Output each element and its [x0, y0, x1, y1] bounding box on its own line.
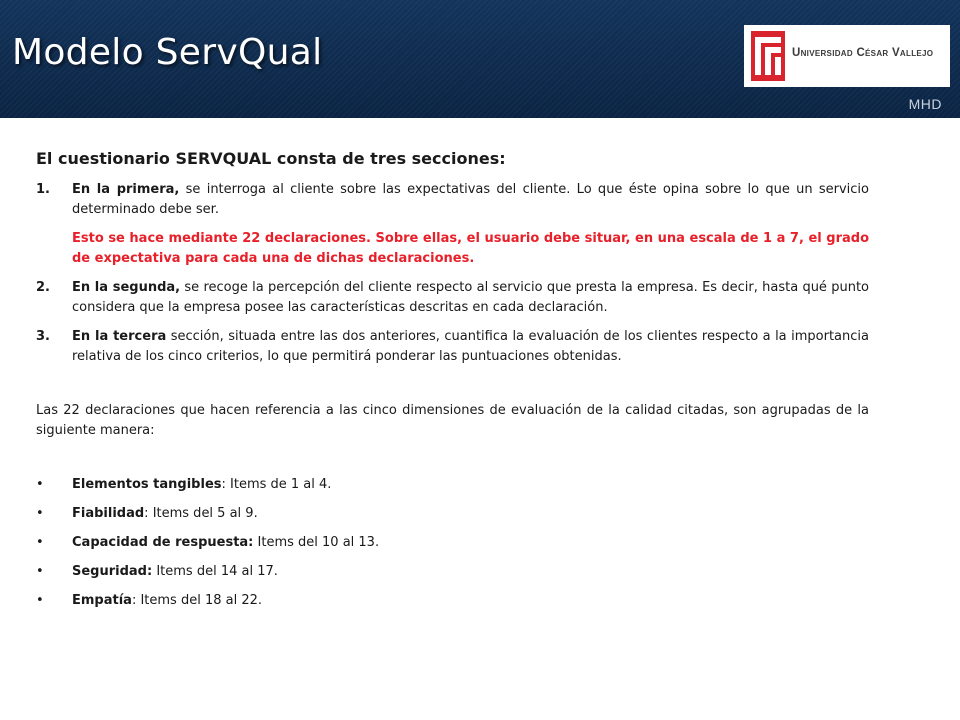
- author-initials: MHD: [908, 96, 942, 112]
- section-lead: En la tercera: [72, 329, 167, 344]
- section-text: se recoge la percepción del cliente respecto al servicio que presta la empresa. Es decir, hasta qué punto considera que la empresa posee las características descritas en cada declaración.: [72, 280, 869, 315]
- section-text: se interroga al cliente sobre las expectativas del cliente. Lo que éste opina sobre lo que un servicio determinado debe ser.: [72, 182, 869, 217]
- list-item: • Empatía: Items del 18 al 22.: [36, 591, 869, 611]
- university-name: Universidad César Vallejo: [792, 47, 934, 59]
- section-item-3: [36, 327, 869, 367]
- dimension-label: Seguridad:: [72, 564, 153, 579]
- grouping-paragraph: Las 22 declaraciones que hacen referencia a las cinco dimensiones de evaluación de la calidad citadas, son agrupadas de la siguiente manera:: [36, 403, 869, 438]
- bullet-icon: •: [36, 506, 44, 521]
- highlight-note: Esto se hace mediante 22 declaraciones. Sobre ellas, el usuario debe situar, en una escala de 1 a 7, el grado de expectativa para cada una de dichas declaraciones.: [72, 231, 869, 266]
- dimension-items: Items del 5 al 9.: [152, 506, 258, 521]
- university-shield-icon: [751, 31, 785, 81]
- list-item: • Fiabilidad: Items del 5 al 9.: [36, 504, 869, 524]
- dimension-items: Items del 18 al 22.: [140, 593, 263, 608]
- bullet-icon: •: [36, 593, 44, 608]
- content-heading: El cuestionario SERVQUAL consta de tres secciones:: [36, 149, 506, 168]
- section-number: 1.: [36, 182, 50, 197]
- section-number: 3.: [36, 329, 50, 344]
- section-item-1: [36, 180, 869, 220]
- dimension-items: Items de 1 al 4.: [230, 477, 332, 492]
- dimensions-list: [36, 475, 869, 611]
- list-item: [36, 533, 869, 553]
- section-number: 2.: [36, 280, 50, 295]
- dimension-items: Items del 14 al 17.: [156, 564, 278, 579]
- section-lead: En la segunda,: [72, 280, 181, 295]
- university-logo: [744, 25, 950, 87]
- bullet-icon: •: [36, 535, 44, 550]
- dimension-label: Elementos tangibles: [72, 477, 222, 492]
- list-item: • Elementos tangibles: Items de 1 al 4.: [36, 475, 869, 495]
- bullet-icon: •: [36, 477, 44, 492]
- dimension-label: Capacidad de respuesta:: [72, 535, 254, 550]
- list-item: [36, 562, 869, 582]
- slide-title: Modelo ServQual: [12, 32, 323, 73]
- slide-content: [36, 140, 869, 620]
- section-lead: En la primera,: [72, 182, 180, 197]
- dimension-label: Empatía: [72, 593, 132, 608]
- dimension-label: Fiabilidad: [72, 506, 145, 521]
- section-text: sección, situada entre las dos anteriores, cuantifica la evaluación de los clientes respecto a la importancia relativa de los cinco criterios, lo que permitirá ponderar las puntuaciones obtenidas.: [72, 329, 869, 364]
- slide-header: [0, 0, 960, 118]
- dimension-items: Items del 10 al 13.: [257, 535, 380, 550]
- section-item-2: [36, 278, 869, 318]
- bullet-icon: •: [36, 564, 44, 579]
